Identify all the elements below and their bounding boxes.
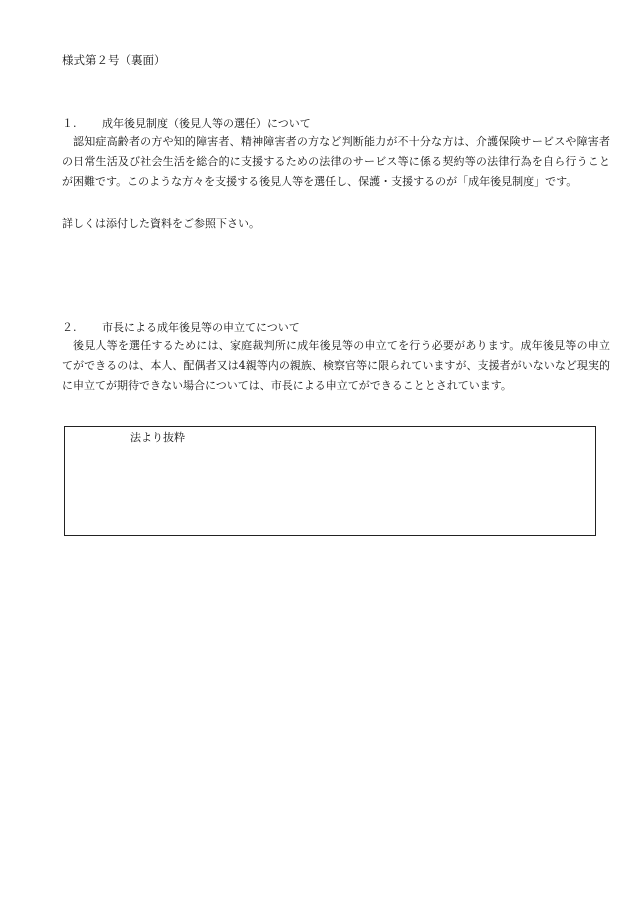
section-2-number: ２. — [62, 321, 77, 334]
section-adult-guardianship — [62, 116, 610, 192]
section-1-title: 成年後見制度（後見人等の選任）について — [102, 117, 311, 130]
section-1-body: 認知症高齢者の方や知的障害者、精神障害者の方など判断能力が不十分な方は、介護保険サービスや障害者の日常生活及び社会生活を総合的に支援するための法律のサービス等に係る契約等の法律行為を自ら行うことが困難です。このような方々を支援する後見人等を選任し、保護・支援するのが「成年後見制度」です。 — [62, 135, 610, 188]
section-2-body: 後見人等を選任するためには、家庭裁判所に成年後見等の申立てを行う必要があります。成年後見等の申立てができるのは、本人、配偶者又は4親等内の親族、検察官等に限られていますが、支援者がいないなど現実的に申立てが期待できない場合については、市長による申立てができることとされています。 — [62, 339, 610, 392]
section-2-heading — [62, 320, 610, 336]
section-mayor-petition — [62, 320, 610, 396]
reference-note: 詳しくは添付した資料をご参照下さい。 — [62, 217, 260, 230]
section-2-title: 市長による成年後見等の申立てについて — [102, 321, 300, 334]
form-label: 様式第２号（裏面） — [62, 53, 166, 67]
law-excerpt-box — [64, 426, 596, 536]
law-excerpt-label: 法より抜粋 — [130, 431, 185, 444]
section-1-number: １. — [62, 117, 77, 130]
section-1-heading — [62, 116, 610, 132]
